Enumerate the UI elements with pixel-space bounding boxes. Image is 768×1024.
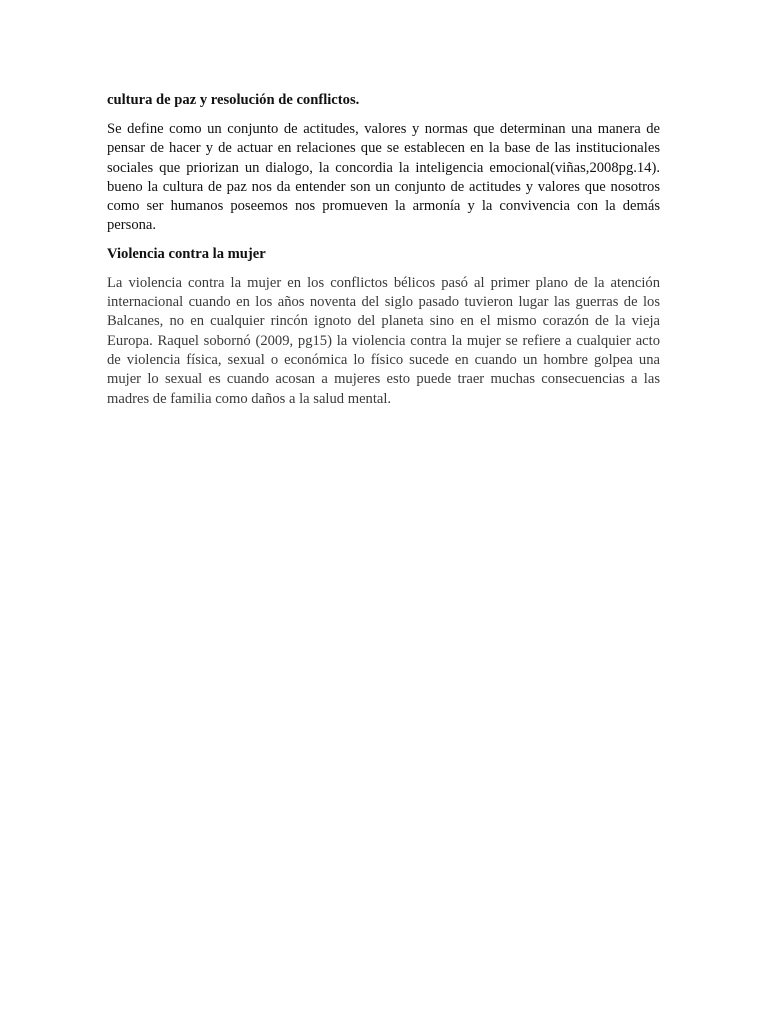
section-heading-violencia: Violencia contra la mujer [107, 245, 266, 262]
section-heading-cultura-de-paz: cultura de paz y resolución de conflictos. [107, 92, 360, 108]
paragraph-violencia: La violencia contra la mujer en los conflictos bélicos pasó al primer plano de la atención internacional cuando en los años noventa del siglo pasado tuvieron lugar las guerras de los Balcanes, no en cualquier rincón ignoto del planeta sino en el mismo corazón de la vieja Europa. Raquel sobornó (2009, pg15) la violencia contra la mujer se refiere a cualquier acto de violencia física, sexual o económica lo físico sucede en cuando un hombre golpea una mujer lo sexual es cuando acosan a mujeres esto puede traer muchas consecuencias a las madres de familia como daños a la salud mental. [107, 274, 660, 407]
document-page [107, 91, 660, 418]
paragraph-cultura-de-paz: Se define como un conjunto de actitudes, valores y normas que determinan una manera de pensar de hacer y de actuar en relaciones que se establecen en la base de las institucionales sociales que priorizan un dialogo, la concordia la inteligencia emocional(viñas,2008pg.14). bueno la cultura de paz nos da entender son un conjunto de actitudes y valores que nosotros como ser humanos poseemos nos promueven la armonía y la convivencia con la demás persona. [107, 121, 660, 234]
